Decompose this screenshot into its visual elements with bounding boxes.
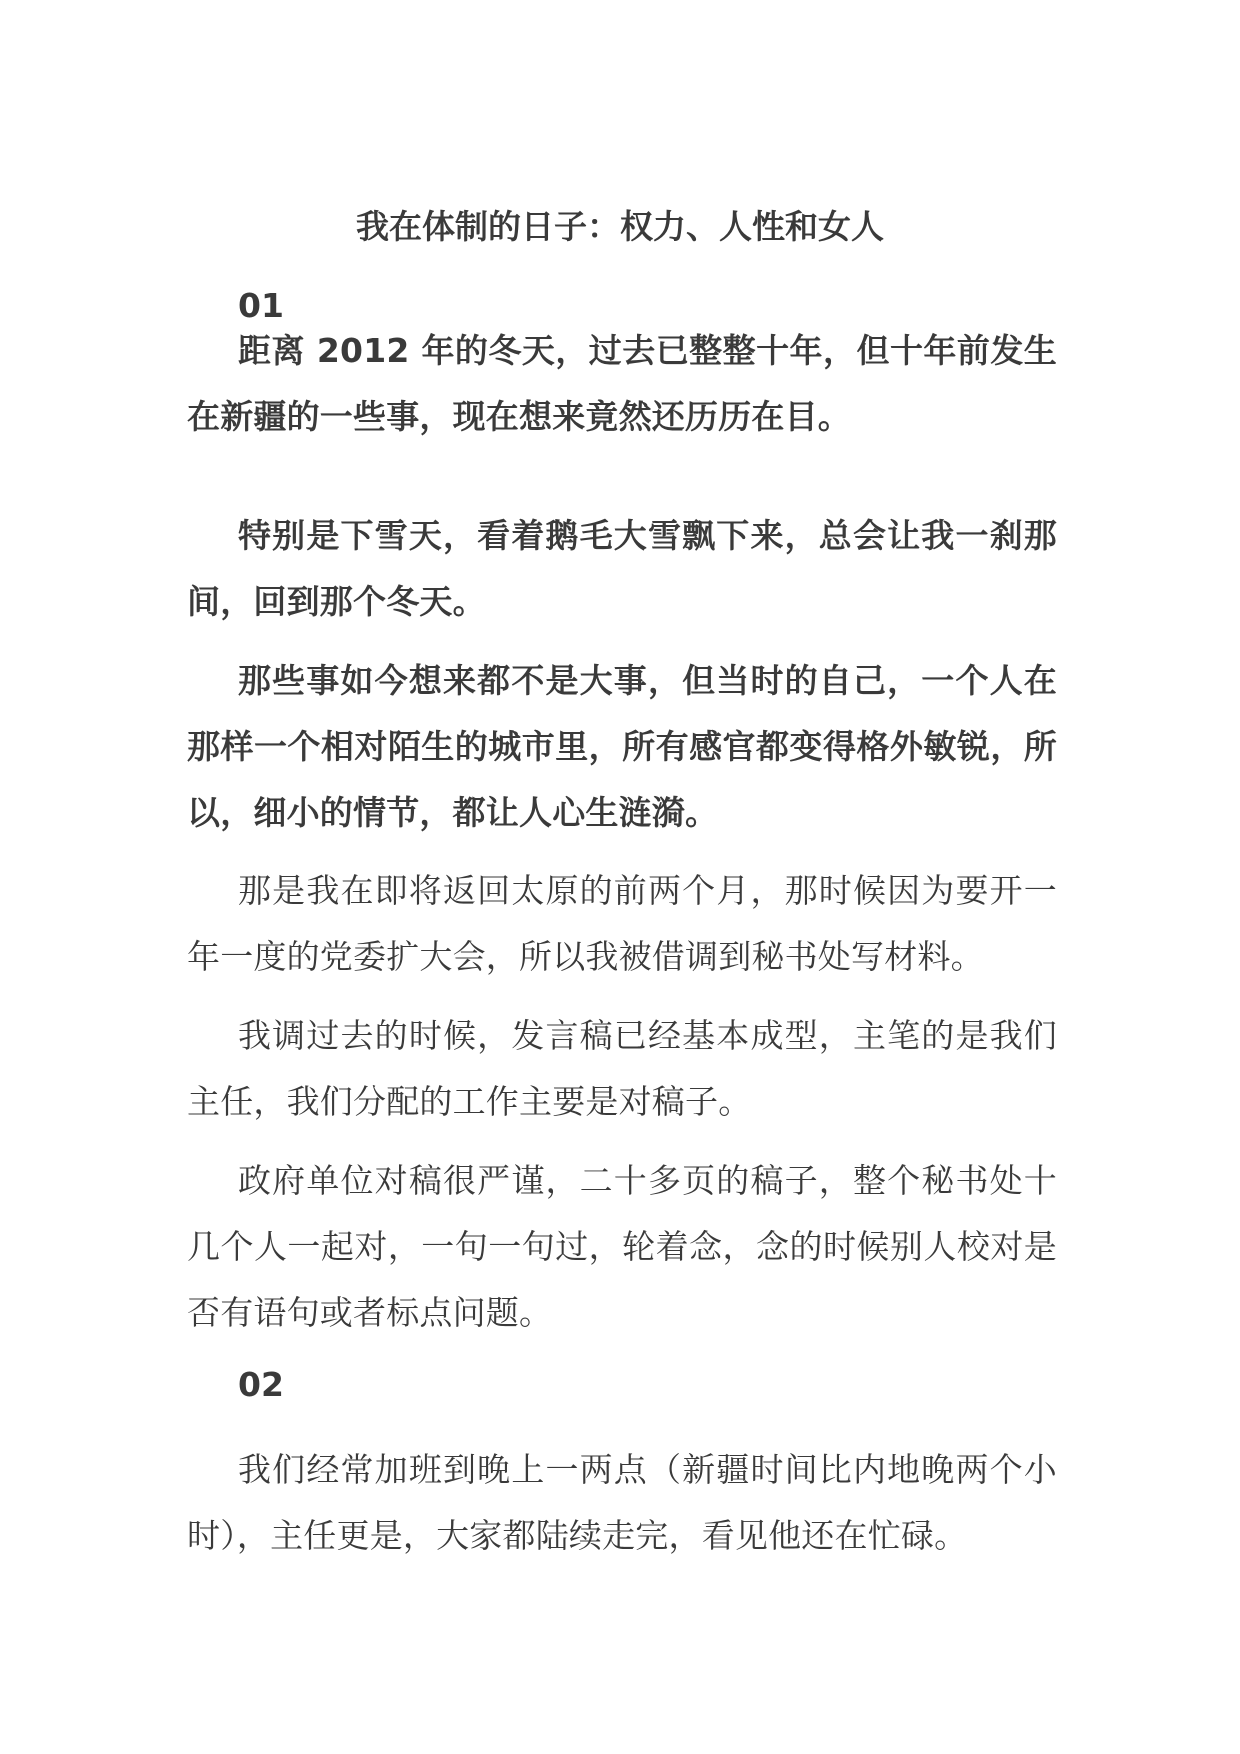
paragraph-7: 我们经常加班到晚上一两点（新疆时间比内地晚两个小时），主任更是，大家都陆续走完，看见他还在忙碌。	[187, 1450, 1057, 1555]
paragraph-3: 那些事如今想来都不是大事，但当时的自己，一个人在那样一个相对陌生的城市里，所有感官都变得格外敏锐，所以，细小的情节，都让人心生涟漪。	[187, 661, 1057, 832]
paragraph-1: 距离 2012 年的冬天，过去已整整十年，但十年前发生在新疆的一些事，现在想来竟然还历历在目。	[187, 331, 1057, 436]
paragraph-6: 政府单位对稿很严谨，二十多页的稿子，整个秘书处十几个人一起对，一句一句过，轮着念，念的时候别人校对是否有语句或者标点问题。	[187, 1161, 1057, 1332]
paragraph-5: 我调过去的时候，发言稿已经基本成型，主笔的是我们主任，我们分配的工作主要是对稿子。	[187, 1016, 1057, 1121]
section-number-01: 01	[238, 286, 284, 325]
document-title: 我在体制的日子：权力、人性和女人	[356, 207, 884, 246]
section-number-02: 02	[238, 1365, 284, 1404]
paragraph-2: 特别是下雪天，看着鹅毛大雪飘下来，总会让我一刹那间，回到那个冬天。	[187, 516, 1057, 621]
paragraph-4: 那是我在即将返回太原的前两个月，那时候因为要开一年一度的党委扩大会，所以我被借调到秘书处写材料。	[187, 871, 1057, 976]
